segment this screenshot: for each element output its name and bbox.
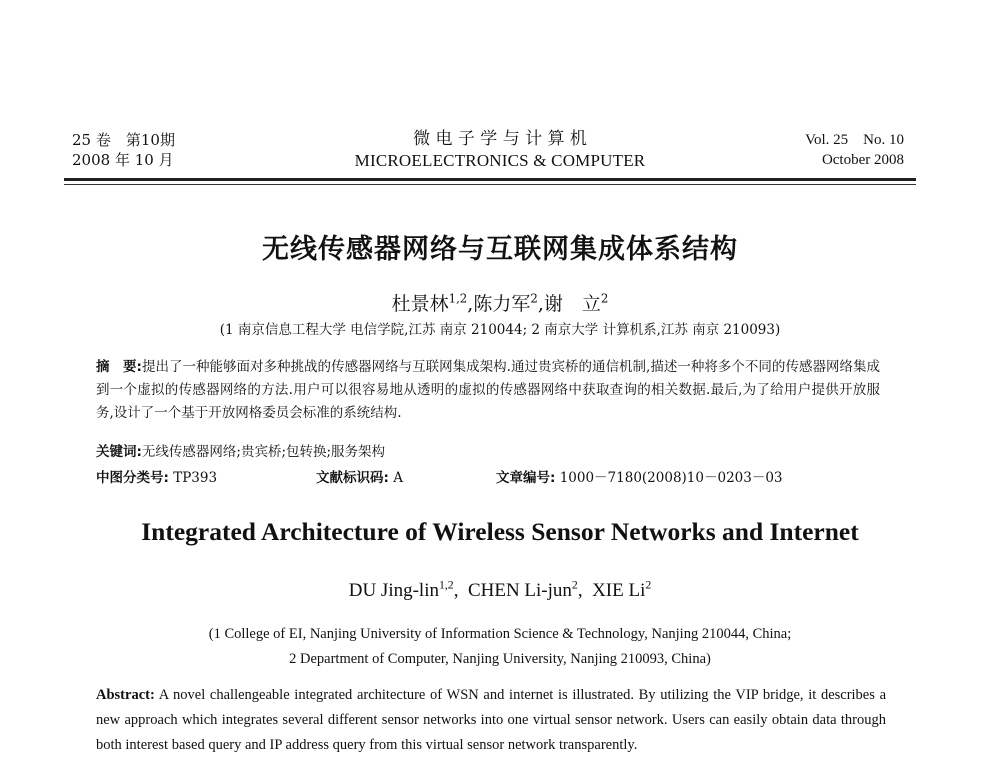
en-paper-title: Integrated Architecture of Wireless Sensor Networks and Internet (141, 517, 859, 546)
en-author-affil-mark: 2 (571, 578, 578, 592)
doc-code-label: 文献标识码: (316, 470, 389, 486)
doc-code-value: A (393, 470, 403, 486)
en-abstract (96, 683, 886, 758)
en-abstract-label: Abstract: (96, 687, 155, 703)
doc-code (316, 466, 403, 486)
clc-value: TP393 (173, 470, 218, 486)
en-affiliation-line: (1 College of EI, Nanjing University of Information Science & Technology, Nanjing 210044, China; (208, 626, 792, 642)
header-journal-en: MICROELECTRONICS & COMPUTER (354, 151, 646, 170)
header-journal-cn: 微 电 子 学 与 计 算 机 (413, 129, 587, 149)
article-number (496, 466, 783, 486)
cn-keywords-label: 关键词: (96, 444, 142, 460)
cn-author-name: 杜景林 (391, 293, 449, 315)
cn-paper-title: 无线传感器网络与互联网集成体系结构 (262, 234, 738, 265)
cn-author-name: 谢 立 (543, 293, 601, 315)
cn-keywords-text: 无线传感器网络;贵宾桥;包转换;服务架构 (141, 444, 386, 460)
cn-abstract (96, 356, 880, 425)
cn-author-affil-mark: 1,2 (448, 291, 468, 306)
en-author-list: DU Jing-lin$^{1,2}$, CHEN Li-jun$^2$, XIE Li$^2$ (348, 578, 652, 601)
en-author-name: XIE Li (592, 580, 646, 601)
cn-author-list: 杜景林$^{1,2}$,陈力军$^2$,谢 立$^2$ (391, 291, 609, 315)
en-author-affil-mark: 2 (645, 578, 652, 592)
cn-author-affil-mark: 2 (530, 291, 538, 306)
cn-author-affil-mark: 2 (600, 291, 609, 306)
header-rule-thick (64, 178, 916, 181)
cn-author-name: 陈力军 (473, 293, 531, 315)
header-volume-block-en (805, 130, 904, 170)
en-author-name: DU Jing-lin (348, 580, 439, 601)
header-date-en: October 2008 (821, 152, 904, 168)
cn-keywords (96, 440, 385, 460)
article-number-label: 文章编号: (496, 470, 556, 486)
en-affiliation-line: 2 Department of Computer, Nanjing University, Nanjing 210093, China) (289, 651, 711, 667)
en-abstract-text: A novel challengeable integrated architecture of WSN and internet is illustrated. By utilizing the VIP bridge, it describes a new approach which integrates several different sensor networks into one virtual sensor network. Users can easily obtain data through both interest based query and IP address query from this virtual sensor network transparently. (96, 687, 887, 753)
cn-abstract-text: 提出了一种能够面对多种挑战的传感器网络与互联网集成架构.通过贵宾桥的通信机制,描述一种将多个不同的传感器网络集成到一个虚拟的传感器网络的方法.用户可以很容易地从透明的虚拟的传感器网络中获取查询的相关数据.最后,为了给用户提供开放服务,设计了一个基于开放网格委员会标准的系统结构. (96, 359, 880, 421)
cn-abstract-label: 摘 要: (96, 359, 142, 375)
cn-affiliation: (1 南京信息工程大学 电信学院,江苏 南京 210044; 2 南京大学 计算机系,江苏 南京 210093) (219, 322, 781, 338)
en-author-name: CHEN Li-jun (467, 580, 572, 601)
en-author-affil-mark: 1,2 (438, 578, 454, 592)
header-rule-thin (64, 184, 916, 185)
header-volume-issue-en: Vol. 25 No. 10 (805, 132, 904, 148)
header-date-cn: 2008 年 10 月 (72, 151, 174, 169)
header-volume-issue-cn: 25 卷 第10期 (72, 131, 175, 149)
en-affiliation (0, 622, 1000, 672)
article-number-value: 1000－7180(2008)10－0203－03 (559, 470, 783, 486)
clc-label: 中图分类号: (96, 470, 169, 486)
clc-number (96, 466, 217, 486)
